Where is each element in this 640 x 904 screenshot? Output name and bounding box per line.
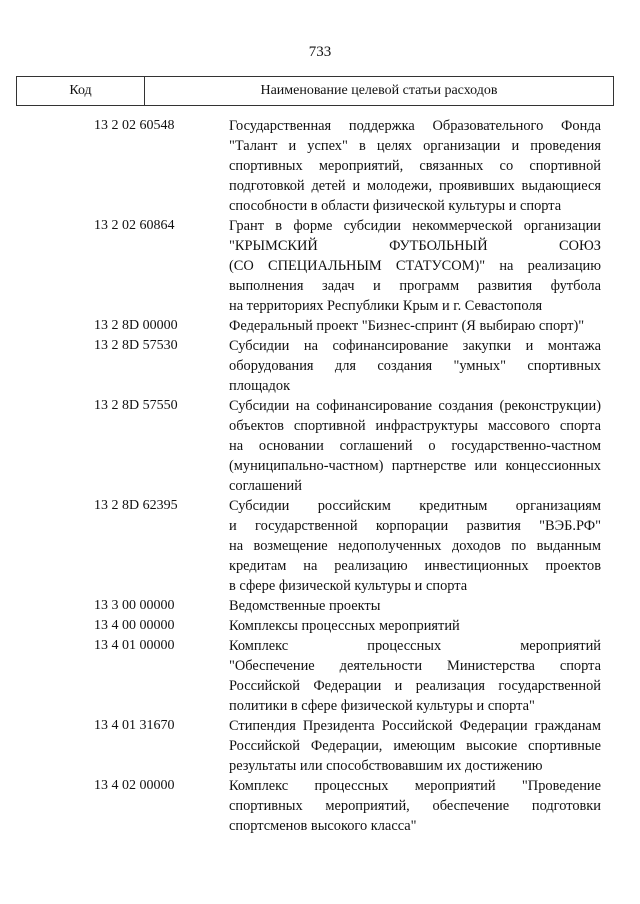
table-row — [94, 216, 610, 316]
row-name-line: площадок — [229, 378, 291, 394]
table-row — [94, 616, 610, 636]
row-name-line: спортивных мероприятий, обеспечение подготовки — [229, 798, 601, 814]
row-name-line: в сфере физической культуры и спорта — [229, 578, 468, 594]
row-name-line: Федеральный проект "Бизнес-спринт (Я выбираю спорт)" — [229, 318, 585, 334]
table-row — [94, 396, 610, 496]
row-code: 13 2 8D 57530 — [94, 338, 178, 353]
row-name-line: спортсменов высокого класса" — [229, 818, 417, 834]
row-name-line: соглашений — [229, 478, 302, 494]
row-name-line: (СО СПЕЦИАЛЬНЫМ СТАТУСОМ)" на реализацию — [229, 258, 601, 274]
row-code: 13 2 8D 00000 — [94, 318, 178, 333]
row-code: 13 2 02 60864 — [94, 218, 175, 233]
row-code: 13 2 02 60548 — [94, 118, 175, 133]
table-row — [94, 596, 610, 616]
row-name-line: на основании соглашений о государственно-частном — [229, 438, 601, 454]
row-name-line: "Обеспечение деятельности Министерства спорта — [229, 658, 601, 674]
row-code: 13 4 00 00000 — [94, 618, 175, 633]
row-name-line: Комплекс процессных мероприятий "Проведение — [229, 778, 601, 794]
row-name-line: результаты или способствовавшим их достижению — [229, 758, 543, 774]
row-name-line: оборудования для создания "умных" спортивных — [229, 358, 601, 374]
row-name-line: (муниципально-частном) партнерстве или концессионных — [229, 458, 601, 474]
row-name-line: Государственная поддержка Образовательного Фонда — [229, 118, 601, 134]
row-name-line: "Талант и успех" в целях организации и проведения — [229, 138, 601, 154]
table-row — [94, 316, 610, 336]
header-name: Наименование целевой статьи расходов — [260, 83, 498, 98]
row-name — [229, 596, 601, 616]
row-name — [229, 336, 601, 396]
row-code: 13 4 01 00000 — [94, 638, 175, 653]
row-code: 13 4 02 00000 — [94, 778, 175, 793]
row-name-line: Стипендия Президента Российской Федерации гражданам — [229, 718, 601, 734]
row-code: 13 2 8D 62395 — [94, 498, 178, 513]
row-name-line: и государственной корпорации развития "ВЭБ.РФ" — [229, 518, 601, 534]
row-name-line: Комплекс процессных мероприятий — [229, 638, 601, 654]
table-header — [16, 76, 614, 106]
row-name-line: Ведомственные проекты — [229, 598, 381, 614]
row-name-line: Субсидии российским кредитным организациям — [229, 498, 601, 514]
table-row — [94, 716, 610, 776]
row-name-line: Комплексы процессных мероприятий — [229, 618, 460, 634]
row-code: 13 2 8D 57550 — [94, 398, 178, 413]
row-name — [229, 216, 601, 316]
row-name-line: на возмещение недополученных доходов по выданным — [229, 538, 601, 554]
row-name — [229, 616, 601, 636]
row-name-line: Российской Федерации и реализация государственной — [229, 678, 601, 694]
row-name-line: Субсидии на софинансирование закупки и монтажа — [229, 338, 601, 354]
row-name-line: спортивных мероприятий, связанных со спортивной — [229, 158, 601, 174]
table-row — [94, 336, 610, 396]
row-code: 13 4 01 31670 — [94, 718, 175, 733]
row-name-line: способности в области физической культуры и спорта — [229, 198, 562, 214]
row-name — [229, 636, 601, 716]
row-name — [229, 316, 601, 336]
row-name-line: Российской Федерации, имеющим высокие спортивные — [229, 738, 601, 754]
row-name-line: выполнения задач и программ развития футбола — [229, 278, 601, 294]
row-name-line: Грант в форме субсидии некоммерческой организации — [229, 218, 601, 234]
row-name — [229, 776, 601, 836]
row-name-line: на территориях Республики Крым и г. Севастополя — [229, 298, 543, 314]
table-row — [94, 116, 610, 216]
table-row — [94, 776, 610, 836]
row-name — [229, 116, 601, 216]
row-name-line: политики в сфере физической культуры и спорта" — [229, 698, 535, 714]
row-name-line: "КРЫМСКИЙ ФУТБОЛЬНЫЙ СОЮЗ — [229, 238, 601, 254]
header-code: Код — [17, 77, 145, 105]
table-body — [94, 116, 610, 836]
budget-table — [69, 76, 610, 836]
table-row — [94, 636, 610, 716]
row-name — [229, 716, 601, 776]
page-number: 733 — [308, 44, 332, 60]
row-name-line: Субсидии на софинансирование создания (реконструкции) — [229, 398, 601, 414]
row-name — [229, 496, 601, 596]
table-row — [94, 496, 610, 596]
row-name-line: подготовкой детей и молодежи, проявивших выдающиеся — [229, 178, 601, 194]
row-name-line: кредитам на реализацию инвестиционных проектов — [229, 558, 601, 574]
row-name — [229, 396, 601, 496]
row-name-line: объектов спортивной инфраструктуры массового спорта — [229, 418, 601, 434]
row-code: 13 3 00 00000 — [94, 598, 175, 613]
